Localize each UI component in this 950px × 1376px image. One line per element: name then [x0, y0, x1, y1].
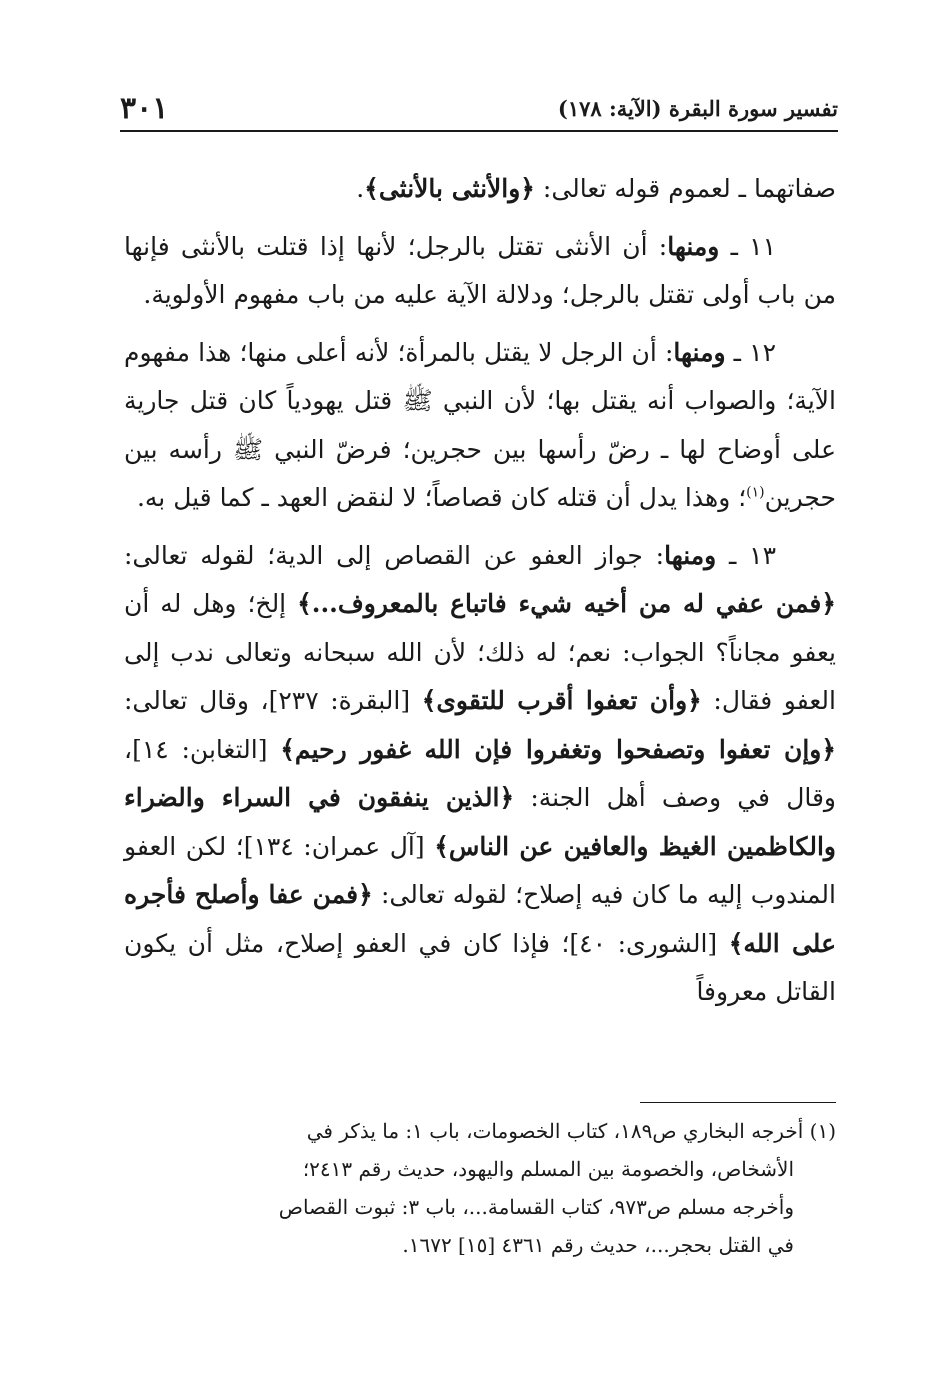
page-header [120, 88, 838, 128]
paragraph-continuation: صفاتهما ـ لعموم قوله تعالى: ﴿والأنثى بالأنثى﴾. [356, 174, 836, 203]
footnote-reference: (١) [746, 484, 765, 501]
header-rule [120, 130, 838, 132]
quran-quote: ﴿فمن عفي له من أخيه شيء فاتباع بالمعروف...﴾ [297, 589, 837, 618]
quran-quote: ﴿فمن عفا وأصلح فأجره على الله﴾ [124, 880, 836, 958]
quran-quote: ﴿الذين ينفقون في السراء والضراء والكاظمين الغيظ والعافين عن الناس﴾ [124, 783, 836, 861]
paragraph-11: ١١ ـ ومنها: أن الأنثى تقتل بالرجل؛ لأنها إذا قتلت بالأنثى فإنها من باب أولى تقتل بالرجل؛ ودلالة الآية عليه من باب مفهوم الأولوية. [124, 231, 836, 309]
footnote-line: وأخرجه مسلم ص٩٧٣، كتاب القسامة...، باب ٣: ثبوت القصاص [278, 1195, 794, 1219]
paragraph-13: ١٣ ـ ومنها: جواز العفو عن القصاص إلى الدية؛ لقوله تعالى: ﴿فمن عفي له من أخيه شيء فاتباع بالمعروف...﴾ إلخ؛ وهل له أن يعفو مجاناً؟ الجواب: نعم؛ له ذلك؛ لأن الله سبحانه وتعالى ندب إلى العفو فقال: ﴿وأن تعفوا أقرب للتقوى﴾ [البقرة: ٢٣٧]، وقال تعالى: ﴿وإن تعفوا وتصفحوا وتغفروا فإن الله غفور رحيم﴾ [التغابن: ١٤]، وقال في وصف أهل الجنة: ﴿الذين ينفقون في السراء والضراء والكاظمين الغيظ والعافين عن الناس﴾ [آل عمران: ١٣٤]؛ لكن العفو المندوب إليه ما كان فيه إصلاح؛ لقوله تعالى: ﴿فمن عفا وأصلح فأجره على الله﴾ [الشورى: ٤٠]؛ فإذا كان في العفو إصلاح، مثل أن يكون القاتل معروفاً [124, 540, 837, 1006]
benefit-keyword: ومنها [667, 231, 720, 261]
main-text [124, 165, 836, 1026]
running-title: تفسير سورة البقرة (الآية: ١٧٨) [557, 95, 838, 121]
quran-quote: ﴿وإن تعفوا وتصفحوا وتغفروا فإن الله غفور رحيم﴾ [280, 734, 837, 764]
footnote-line: (١) أخرجه البخاري ص١٨٩، كتاب الخصومات، باب ١: ما يذكر في [306, 1119, 836, 1143]
page-number: ٣٠١ [120, 90, 169, 126]
benefit-keyword: ومنها [664, 540, 717, 570]
footnote-line: في القتل بحجر...، حديث رقم ٤٣٦١ [١٥] ١٦٧٢. [402, 1233, 794, 1257]
paragraph-12: ١٢ ـ ومنها: أن الرجل لا يقتل بالمرأة؛ لأنه أعلى منها؛ هذا مفهوم الآية؛ والصواب أنه يقتل بها؛ لأن النبي ﷺ قتل يهودياً كان قتل جارية على أوضاح لها ـ رضّ رأسها بين حجرين؛ فرضّ النبي ﷺ رأسه بين حجرين$^{(١)}$؛ وهذا يدل أن قتله كان قصاصاً؛ لا لنقض العهد ـ كما قيل به. [124, 337, 836, 512]
quran-quote: ﴿وأن تعفوا أقرب للتقوى﴾ [421, 686, 702, 715]
footnote [124, 1112, 836, 1264]
footnote-line: الأشخاص، والخصومة بين المسلم واليهود، حديث رقم ٢٤١٣؛ [302, 1157, 794, 1181]
benefit-keyword: ومنها [673, 337, 726, 367]
footnote-rule [640, 1102, 836, 1103]
quran-quote: ﴿والأنثى بالأنثى﴾ [364, 174, 535, 203]
